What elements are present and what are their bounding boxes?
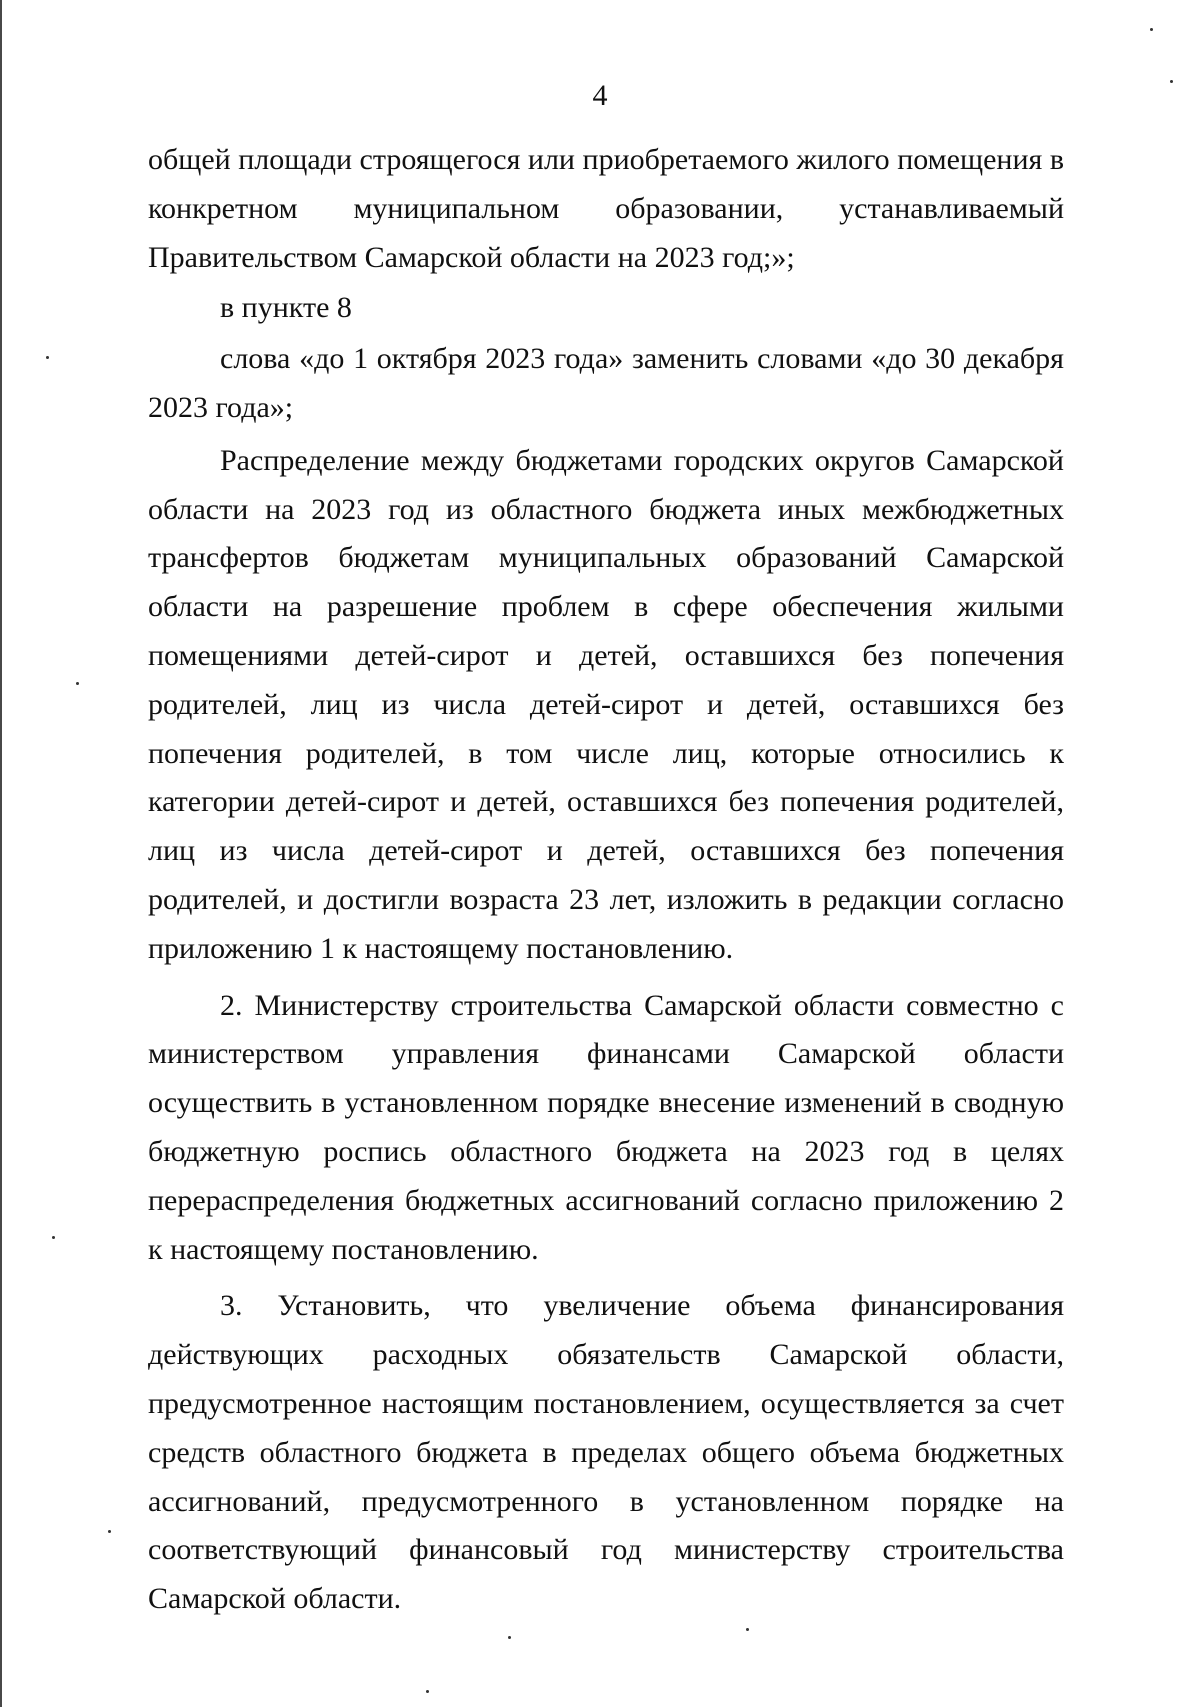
paragraph-item-2: 2. Министерству строительства Самарской области совместно с министерством управления финансами Самарской области осуществить в установленном порядке внесение изменений в сводную бюджетную роспись областного бюджета на 2023 год в целях перераспределения бюджетных ассигнований согласно приложению 2 к настоящему постановлению.: [148, 988, 1064, 1266]
scan-edge: [0, 0, 2, 1707]
paragraph-item-3: 3. Установить, что увеличение объема финансирования действующих расходных обязательств Самарской области, предусмотренное настоящим постановлением, осуществляется за счет средств областного бюджета в пределах общего объема бюджетных ассигнований, предусмотренного в установленном порядке на соответствующий финансовый год министерству строительства Самарской области.: [148, 1289, 1064, 1616]
page-number: 4: [592, 79, 608, 112]
document-body: [148, 136, 1064, 1624]
scan-speck: [52, 1236, 55, 1239]
scan-speck: [746, 1628, 749, 1631]
scan-speck: [426, 1690, 429, 1693]
scan-speck: [76, 682, 79, 685]
paragraph-point-8: в пункте 8: [220, 291, 352, 325]
scan-speck: [46, 356, 49, 359]
scan-speck: [508, 1636, 511, 1639]
scan-speck: [108, 1530, 111, 1533]
scan-speck: [1150, 28, 1153, 31]
paragraph-distribution: Распределение между бюджетами городских округов Самарской области на 2023 год из областного бюджета иных межбюджетных трансфертов бюджетам муниципальных образований Самарской области на разрешение проблем в сфере обеспечения жилыми помещениями детей-сирот и детей, оставшихся без попечения родителей, лиц из числа детей-сирот и детей, оставшихся без попечения родителей, в том числе лиц, которые относились к категории детей-сирот и детей, оставшихся без попечения родителей, лиц из числа детей-сирот и детей, оставшихся без попечения родителей, и достигли возраста 23 лет, изложить в редакции согласно приложению 1 к настоящему постановлению.: [148, 443, 1064, 965]
paragraph-continuation: общей площади строящегося или приобретаемого жилого помещения в конкретном муниципальном образовании, устанавливаемый Правительством Самарской области на 2023 год;»;: [148, 143, 1064, 274]
paragraph-words-replacement: слова «до 1 октября 2023 года» заменить словами «до 30 декабря 2023 года»;: [148, 342, 1064, 424]
scan-speck: [1170, 80, 1173, 83]
